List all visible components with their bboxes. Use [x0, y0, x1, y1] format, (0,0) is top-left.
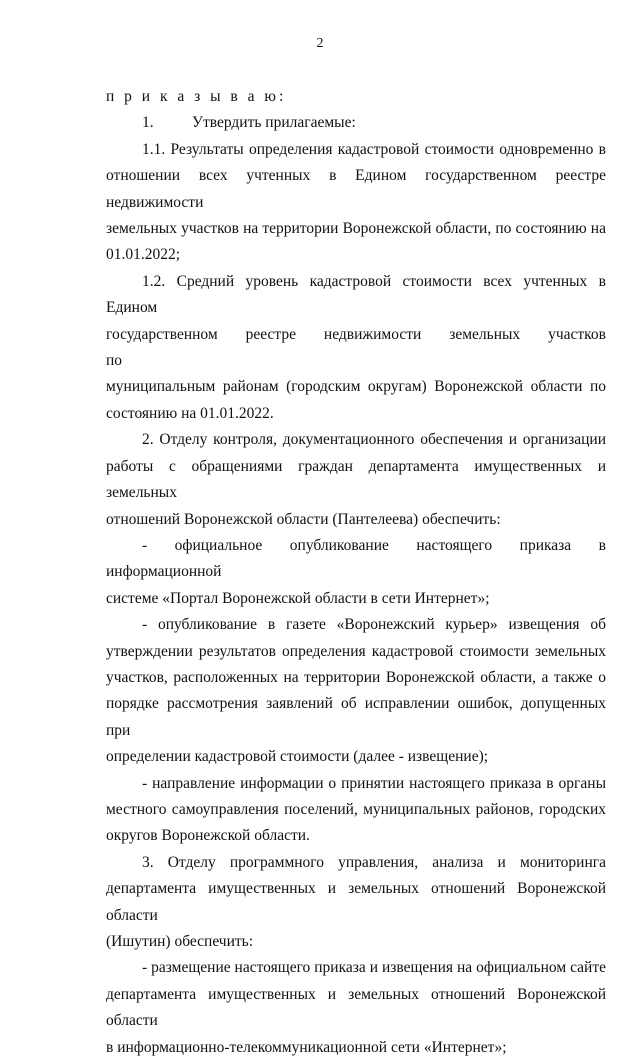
- item-1-text: Утвердить прилагаемые:: [192, 114, 356, 132]
- item-2-2-line: участков, расположенных на территории Воронежской области, а также о: [106, 668, 606, 686]
- item-1-1-line: 1.1. Результаты определения кадастровой стоимости одновременно в: [142, 140, 606, 158]
- order-word: п р и к а з ы в а ю:: [106, 88, 287, 105]
- item-2-line: 2. Отделу контроля, документационного обеспечения и организации: [142, 431, 606, 449]
- item-1-1-line: отношении всех учтенных в Едином государственном реестре недвижимости: [106, 167, 606, 211]
- item-1-2-line: 1.2. Средний уровень кадастровой стоимости всех учтенных в Едином: [106, 272, 606, 317]
- item-2-1-line: - официальное опубликование настоящего приказа в информационной: [106, 536, 606, 581]
- item-2-3-line: местного самоуправления поселений, муниципальных районов, городских: [106, 800, 606, 818]
- item-3-line: 3. Отделу программного управления, анализа и мониторинга: [142, 853, 606, 871]
- item-1-2-line: государственном реестре недвижимости земельных участков по: [106, 325, 606, 370]
- item-2-3-line: округов Воронежской области.: [106, 827, 310, 845]
- item-3-1-line: - размещение настоящего приказа и извещения на официальном сайте: [142, 959, 606, 977]
- item-2-3-line: - направление информации о принятии настоящего приказа в органы: [142, 774, 606, 792]
- item-1-1-line: земельных участков на территории Воронежской области, по состоянию на: [106, 220, 606, 238]
- item-1: [142, 110, 606, 136]
- item-3-1-line: департамента имущественных и земельных отношений Воронежской области: [106, 985, 606, 1030]
- item-2-2-line: порядке рассмотрения заявлений об исправлении ошибок, допущенных при: [106, 695, 606, 739]
- page-number: 2: [316, 36, 324, 51]
- item-2-2-line: определении кадастровой стоимости (далее - извещение);: [106, 748, 489, 766]
- document-body: [106, 84, 606, 1061]
- item-2-1-line: системе «Портал Воронежской области в сети Интернет»;: [106, 589, 490, 607]
- item-2-2-line: утверждении результатов определения кадастровой стоимости земельных: [106, 642, 606, 660]
- item-2-2-line: - опубликование в газете «Воронежский курьер» извещения об: [142, 616, 606, 634]
- item-1-2-line: муниципальным районам (городским округам) Воронежской области по: [106, 378, 606, 396]
- item-2-line: отношений Воронежской области (Пантелеева) обеспечить:: [106, 510, 501, 528]
- item-2-line: работы с обращениями граждан департамента имущественных и земельных: [106, 457, 606, 502]
- item-3-line: (Ишутин) обеспечить:: [106, 933, 254, 950]
- item-1-1-line: 01.01.2022;: [106, 246, 181, 264]
- item-3-1-line: в информационно-телекоммуникационной сети «Интернет»;: [106, 1038, 507, 1056]
- item-3-line: департамента имущественных и земельных отношений Воронежской области: [106, 880, 606, 924]
- item-1-number: 1.: [142, 114, 154, 132]
- item-1-2-line: состоянию на 01.01.2022.: [106, 404, 274, 422]
